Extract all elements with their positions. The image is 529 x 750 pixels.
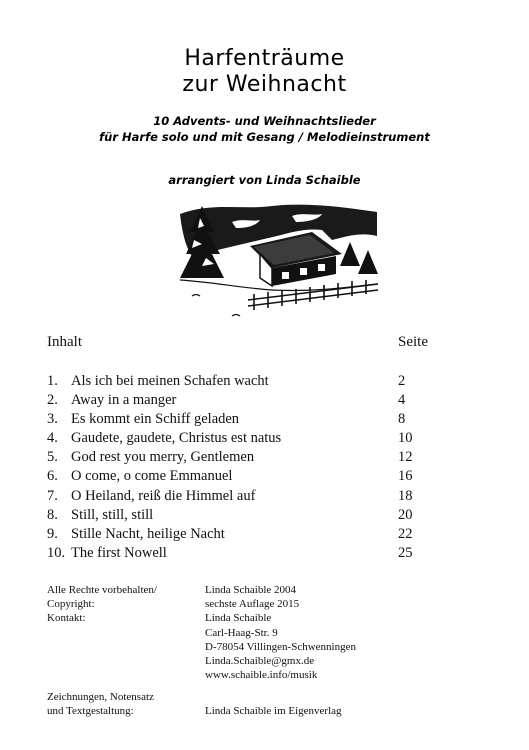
toc-item-title: Gaudete, gaudete, Christus est natus [71,430,282,447]
toc-item [47,372,427,391]
toc-item-title: O come, o come Emmanuel [71,468,233,485]
toc-item-number: 4. [47,430,58,447]
toc-item-number: 9. [47,525,58,542]
toc-item [47,410,427,429]
imprint-label-copyright: Copyright: [47,598,95,611]
toc-item-title: O Heiland, reiß die Himmel auf [71,487,256,504]
toc-item-title: The first Nowell [71,544,167,561]
winter-house-illustration [172,192,384,328]
toc-item-title: Stille Nacht, heilige Nacht [71,525,225,542]
title-line-2: zur Weihnacht [182,72,347,97]
toc-item-page: 22 [398,525,413,542]
toc-heading-page: Seite [398,334,428,350]
toc-item-number: 5. [47,449,58,466]
toc-item [47,391,427,410]
toc-item [47,467,427,486]
imprint-labels [47,583,157,626]
toc-item-page: 25 [398,544,413,561]
toc-item-page: 12 [398,449,413,466]
credits-labels [47,690,154,718]
toc-item [47,487,427,506]
toc-item [47,544,427,563]
imprint-label-contact: Kontakt: [47,612,86,625]
toc-item-page: 8 [398,411,406,428]
imprint-street: Carl-Haag-Str. 9 [205,626,278,639]
toc-item-number: 6. [47,468,58,485]
toc-item-title: Away in a manger [71,392,177,409]
imprint-city: D-78054 Villingen-Schwenningen [205,640,356,653]
toc-item [47,429,427,448]
title-line-1: Harfenträume [184,46,345,71]
imprint-email: Linda.Schaible@gmx.de [205,655,315,668]
toc-item-page: 18 [398,487,413,504]
arranger-credit: arrangiert von Linda Schaible [168,173,361,187]
toc-item-title: Als ich bei meinen Schafen wacht [71,373,269,389]
toc-item-number: 7. [47,487,58,504]
toc-item-page: 20 [398,506,413,523]
imprint-contact-name: Linda Schaible [205,612,272,625]
table-of-contents [47,372,427,563]
toc-item-page: 2 [398,373,406,389]
toc-item [47,525,427,544]
toc-item-number: 2. [47,392,58,409]
credits-publisher: Linda Schaible im Eigenverlag [205,705,342,717]
toc-heading-contents: Inhalt [47,334,82,350]
toc-item-page: 10 [398,430,413,447]
toc-item-title: Still, still, still [71,506,154,523]
toc-item-page: 4 [398,392,406,409]
toc-item [47,448,427,467]
imprint-author-year: Linda Schaible 2004 [205,584,297,596]
credits-label-line-1: Zeichnungen, Notensatz [47,691,154,703]
imprint-edition: sechste Auflage 2015 [205,598,300,611]
subtitle-line-1: 10 Advents- und Weihnachtslieder [153,114,376,128]
toc-item-page: 16 [398,468,413,485]
toc-item-number: 10. [47,544,66,561]
toc-item-title: God rest you merry, Gentlemen [71,449,255,466]
toc-item-number: 3. [47,411,58,428]
credits-label-line-2: und Textgestaltung: [47,705,134,718]
imprint-values [205,583,356,682]
toc-item-number: 1. [47,373,58,389]
subtitle-line-2: für Harfe solo und mit Gesang / Melodieinstrument [99,130,430,144]
imprint-website: www.schaible.info/musik [205,669,318,682]
toc-item [47,506,427,525]
toc-item-title: Es kommt ein Schiff geladen [71,411,240,428]
toc-item-number: 8. [47,506,58,523]
imprint-label-rights: Alle Rechte vorbehalten/ [47,584,157,596]
